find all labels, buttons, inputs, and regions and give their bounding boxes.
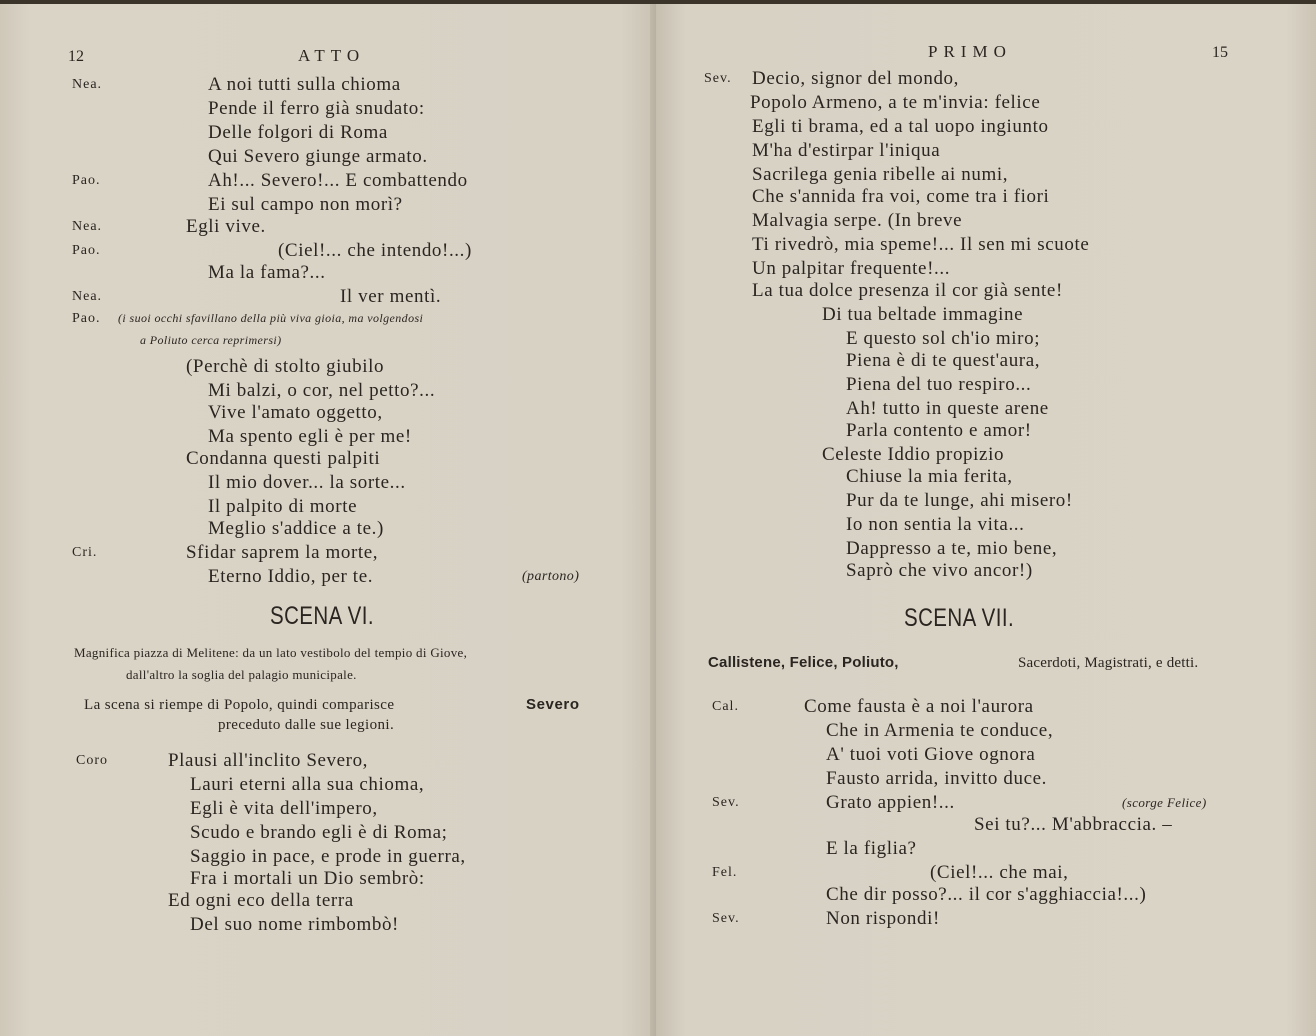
- stage-entrance: preceduto dalle sue legioni.: [218, 717, 395, 733]
- speaker: Sev.: [712, 795, 740, 810]
- character-list: Callistene, Felice, Poliuto,: [708, 654, 899, 671]
- scene-title: SCENA VI.: [270, 602, 374, 630]
- verse-line: Malvagia serpe. (In breve: [752, 210, 963, 231]
- verse-line: Eterno Iddio, per te.: [208, 566, 374, 587]
- verse-line: Che s'annida fra voi, come tra i fiori: [752, 186, 1050, 207]
- verse-line: Ma la fama?...: [208, 262, 326, 283]
- speaker: Nea.: [72, 219, 103, 234]
- verse-line: Sfidar saprem la morte,: [186, 542, 379, 563]
- speaker: Pao.: [72, 173, 101, 188]
- right-page: [656, 4, 1316, 1036]
- running-head: PRIMO: [928, 42, 1012, 61]
- character-list: Sacerdoti, Magistrati, e detti.: [1018, 655, 1199, 671]
- stage-entrance: La scena si riempe di Popolo, quindi comparisce: [84, 697, 395, 713]
- verse-line: Mi balzi, o cor, nel petto?...: [208, 380, 436, 401]
- verse-line: Lauri eterni alla sua chioma,: [190, 774, 425, 795]
- page-number: 12: [68, 48, 84, 65]
- verse-line: Fra i mortali un Dio sembrò:: [190, 868, 425, 889]
- verse-line: Di tua beltade immagine: [822, 304, 1024, 325]
- verse-line: Piena del tuo respiro...: [846, 374, 1032, 395]
- speaker: Coro: [76, 753, 108, 768]
- speaker: Sev.: [712, 911, 740, 926]
- verse-line: M'ha d'estirpar l'iniqua: [752, 140, 941, 161]
- verse-line: Come fausta è a noi l'aurora: [804, 696, 1034, 717]
- verse-line: Il palpito di morte: [208, 496, 358, 517]
- speaker: Nea.: [72, 289, 103, 304]
- verse-line: Parla contento e amor!: [846, 420, 1032, 441]
- verse-line: Io non sentia la vita...: [846, 514, 1025, 535]
- verse-line: Grato appien!...: [826, 792, 955, 813]
- verse-line: Che dir posso?... il cor s'agghiaccia!...): [826, 884, 1147, 905]
- verse-line: E questo sol ch'io miro;: [846, 328, 1041, 349]
- verse-line: Saggio in pace, e prode in guerra,: [190, 846, 466, 867]
- verse-line: Pur da te lunge, ahi misero!: [846, 490, 1073, 511]
- verse-line: Egli è vita dell'impero,: [190, 798, 378, 819]
- verse-line: Fausto arrida, invitto duce.: [826, 768, 1048, 789]
- verse-line: Ei sul campo non morì?: [208, 194, 403, 215]
- speaker: Nea.: [72, 77, 103, 92]
- verse-line: A' tuoi voti Giove ognora: [826, 744, 1036, 765]
- verse-line: Sei tu?... M'abbraccia. –: [974, 814, 1173, 835]
- verse-line: Chiuse la mia ferita,: [846, 466, 1013, 487]
- character-name: Severo: [526, 696, 580, 713]
- speaker: Pao.: [72, 311, 101, 326]
- verse-line: Pende il ferro già snudato:: [208, 98, 425, 119]
- verse-line: Che in Armenia te conduce,: [826, 720, 1054, 741]
- verse-line: Il mio dover... la sorte...: [208, 472, 406, 493]
- verse-line: (Ciel!... che intendo!...): [278, 240, 472, 261]
- stage-direction: (partono): [522, 569, 580, 584]
- verse-line: La tua dolce presenza il cor già sente!: [752, 280, 1063, 301]
- verse-line: Ti rivedrò, mia speme!... Il sen mi scuote: [752, 234, 1090, 255]
- verse-line: Sacrilega genia ribelle ai numi,: [752, 164, 1009, 185]
- verse-line: Del suo nome rimbombò!: [190, 914, 399, 935]
- verse-line: Ah!... Severo!... E combattendo: [208, 170, 468, 191]
- speaker: Fel.: [712, 865, 738, 880]
- stage-direction: (i suoi occhi sfavillano della più viva gioia, ma volgendosi: [118, 311, 424, 325]
- verse-line: Condanna questi palpiti: [186, 448, 381, 469]
- scene-setting: dall'altro la soglia del palagio municipale.: [126, 667, 357, 682]
- speaker: Cal.: [712, 699, 739, 714]
- verse-line: Piena è di te quest'aura,: [846, 350, 1041, 371]
- stage-direction: (scorge Felice): [1122, 795, 1207, 810]
- verse-line: Ah! tutto in queste arene: [846, 398, 1049, 419]
- verse-line: (Perchè di stolto giubilo: [186, 356, 385, 377]
- verse-line: Scudo e brando egli è di Roma;: [190, 822, 448, 843]
- verse-line: Dappresso a te, mio bene,: [846, 538, 1058, 559]
- left-page: [0, 4, 656, 1036]
- scene-title: SCENA VII.: [904, 604, 1015, 632]
- scene-setting: Magnifica piazza di Melitene: da un lato vestibolo del tempio di Giove,: [74, 645, 468, 660]
- verse-line: Popolo Armeno, a te m'invia: felice: [750, 92, 1041, 113]
- verse-line: Non rispondi!: [826, 908, 940, 929]
- verse-line: Meglio s'addice a te.): [208, 518, 384, 539]
- verse-line: Decio, signor del mondo,: [752, 68, 960, 89]
- verse-line: Ed ogni eco della terra: [168, 890, 354, 911]
- verse-line: Vive l'amato oggetto,: [208, 402, 383, 423]
- running-head: ATTO: [298, 46, 366, 65]
- speaker: Cri.: [72, 545, 98, 560]
- verse-line: A noi tutti sulla chioma: [208, 74, 401, 95]
- verse-line: Plausi all'inclito Severo,: [168, 750, 369, 771]
- verse-line: Delle folgori di Roma: [208, 122, 388, 143]
- verse-line: Egli vive.: [186, 216, 266, 237]
- verse-line: Celeste Iddio propizio: [822, 444, 1005, 465]
- verse-line: (Ciel!... che mai,: [930, 862, 1069, 883]
- verse-line: Saprò che vivo ancor!): [846, 560, 1033, 581]
- open-book: [0, 4, 1316, 1036]
- verse-line: Ma spento egli è per me!: [208, 426, 412, 447]
- page-number: 15: [1212, 44, 1228, 61]
- verse-line: Un palpitar frequente!...: [752, 258, 951, 279]
- stage-direction: a Poliuto cerca reprimersi): [140, 333, 282, 347]
- speaker: Sev.: [704, 71, 732, 86]
- verse-line: Il ver mentì.: [340, 286, 442, 307]
- verse-line: E la figlia?: [826, 838, 917, 859]
- verse-line: Qui Severo giunge armato.: [208, 146, 428, 167]
- speaker: Pao.: [72, 243, 101, 258]
- verse-line: Egli ti brama, ed a tal uopo ingiunto: [752, 116, 1049, 137]
